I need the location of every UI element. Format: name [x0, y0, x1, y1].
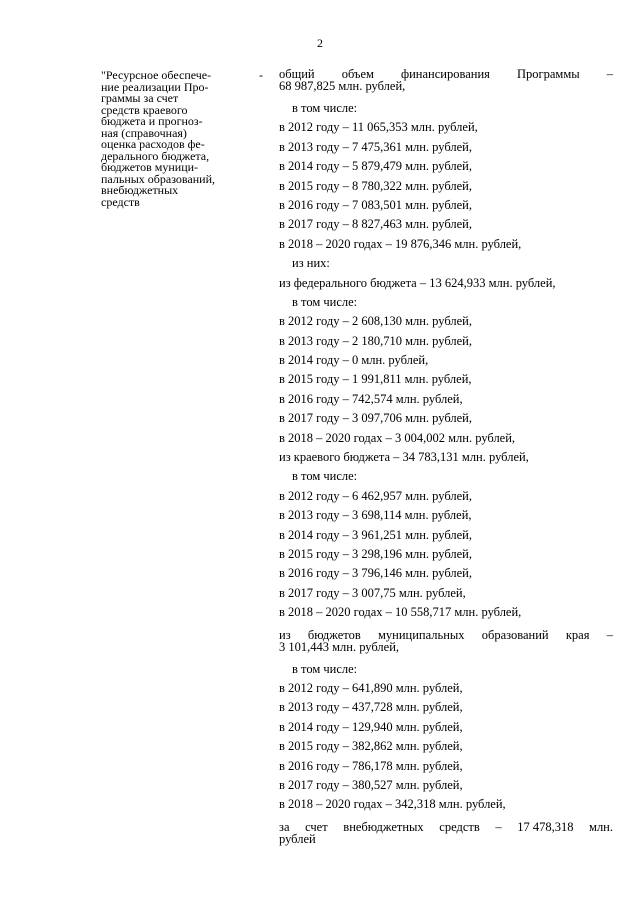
label-line: граммы за счет	[101, 91, 179, 105]
word: –	[606, 67, 613, 81]
in-that-number: в том числе:	[292, 101, 358, 115]
label-line: ние реализации Про-	[101, 79, 209, 94]
year-line: в 2015 году – 1 991,811 млн. рублей,	[279, 372, 472, 387]
year-line: в 2014 году – 3 961,251 млн. рублей,	[279, 527, 472, 542]
year-line: в 2015 году – 3 298,196 млн. рублей,	[279, 546, 472, 561]
word: образований	[481, 627, 549, 642]
label-line: внебюджетных	[101, 183, 179, 197]
label-line: бюджета и прогноз-	[101, 114, 203, 128]
word: –	[606, 627, 613, 642]
label-line: ная (справочная)	[101, 125, 187, 140]
municipal-line	[279, 629, 613, 641]
year-line: в 2012 году – 6 462,957 млн. рублей,	[279, 488, 472, 503]
total-amount: 68 987,825 млн. рублей,	[279, 79, 406, 93]
label-line: пальных образований,	[101, 171, 215, 186]
word: –	[495, 819, 502, 834]
word: края	[565, 627, 590, 642]
extrabudget-amount: рублей	[279, 831, 316, 846]
word: 17 478,318	[517, 819, 574, 834]
year-line: в 2015 году – 8 780,322 млн. рублей,	[279, 178, 472, 193]
label-line: "Ресурсное обеспече-	[101, 68, 212, 82]
year-line: в 2017 году – 3 097,706 млн. рублей,	[279, 411, 472, 426]
municipal-budget	[279, 629, 613, 653]
word: муниципальных	[377, 627, 465, 642]
year-line: в 2016 году – 3 796,146 млн. рублей,	[279, 566, 472, 581]
year-line: в 2017 году – 380,527 млн. рублей,	[279, 777, 463, 792]
label-line: оценка расходов фе-	[101, 137, 205, 151]
year-line: в 2016 году – 786,178 млн. рублей,	[279, 758, 463, 773]
federal-budget: из федерального бюджета – 13 624,933 млн. рублей,	[279, 275, 556, 290]
year-line: в 2013 году – 437,728 млн. рублей,	[279, 700, 463, 715]
extrabudget-line	[279, 821, 613, 833]
year-line: в 2015 году – 382,862 млн. рублей,	[279, 739, 463, 754]
year-line: в 2012 году – 11 065,353 млн. рублей,	[279, 120, 478, 135]
year-line: в 2018 – 2020 годах – 3 004,002 млн. рублей,	[279, 430, 516, 445]
extrabudget-funds	[279, 821, 613, 845]
year-line: в 2017 году – 8 827,463 млн. рублей,	[279, 217, 472, 232]
word: бюджетов	[307, 627, 361, 642]
year-line: в 2018 – 2020 годах – 19 876,346 млн. рублей,	[279, 236, 522, 251]
label-line: средств	[101, 194, 140, 209]
word: финансирования	[401, 67, 490, 81]
year-line: в 2016 году – 7 083,501 млн. рублей,	[279, 197, 472, 212]
year-line: в 2013 году – 2 180,710 млн. рублей,	[279, 333, 472, 348]
word: Программы	[516, 67, 580, 81]
word: за	[279, 819, 290, 834]
label-line: дерального бюджета,	[101, 148, 210, 163]
word: объем	[341, 67, 374, 81]
regional-budget: из краевого бюджета – 34 783,131 млн. рублей,	[279, 450, 529, 465]
in-that-number: в том числе:	[292, 294, 358, 309]
word: из	[279, 627, 291, 642]
word: средств	[439, 819, 480, 834]
financing-details	[279, 67, 613, 852]
year-line: в 2013 году – 7 475,361 млн. рублей,	[279, 139, 472, 154]
total-financing	[279, 68, 613, 92]
word: общий	[279, 67, 315, 81]
year-line: в 2018 – 2020 годах – 342,318 млн. рублей,	[279, 797, 506, 812]
page-number: 2	[317, 36, 323, 50]
year-line: в 2013 году – 3 698,114 млн. рублей,	[279, 508, 472, 523]
year-line: в 2012 году – 2 608,130 млн. рублей,	[279, 314, 472, 329]
separator-dash: -	[259, 68, 263, 82]
word: внебюджетных	[343, 819, 424, 834]
in-that-number: в том числе:	[292, 661, 358, 676]
year-line: в 2016 году – 742,574 млн. рублей,	[279, 391, 463, 406]
year-line: в 2018 – 2020 годах – 10 558,717 млн. рублей,	[279, 605, 522, 620]
municipal-amount: 3 101,443 млн. рублей,	[279, 639, 400, 654]
year-line: в 2014 году – 5 879,479 млн. рублей,	[279, 159, 472, 174]
year-line: в 2014 году – 0 млн. рублей,	[279, 353, 429, 368]
resource-label	[101, 70, 253, 208]
label-line: бюджетов муници-	[101, 160, 199, 174]
label-line: средств краевого	[101, 102, 188, 117]
year-line: в 2014 году – 129,940 млн. рублей,	[279, 719, 463, 734]
word: счет	[305, 819, 328, 834]
in-that-number: в том числе:	[292, 469, 358, 484]
of-them: из них:	[292, 256, 330, 271]
word: млн.	[589, 819, 613, 834]
year-line: в 2012 году – 641,890 млн. рублей,	[279, 680, 463, 695]
year-line: в 2017 году – 3 007,75 млн. рублей,	[279, 585, 466, 600]
